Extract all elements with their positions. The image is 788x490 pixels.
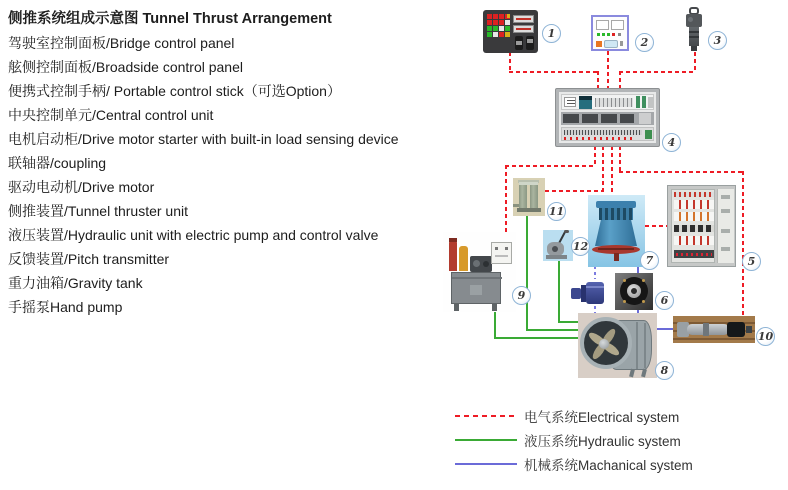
portable-control-stick-photo [684,7,704,53]
list-item: 便携式控制手柄/ Portable control stick（可选Option） [8,83,341,99]
legend-item-mechanical [455,452,693,476]
list-item: 手摇泵Hand pump [8,299,123,315]
bridge-control-panel-photo [483,10,538,53]
drive-motor-starter-photo [667,185,736,267]
badge-5: 5 [742,252,761,271]
badge-10: 10 [756,327,775,346]
hydraulic-line [558,260,560,323]
legend-label: 电气系统Electrical system [524,410,680,425]
electrical-line [545,190,604,192]
electrical-line [619,171,744,173]
panel-display [513,25,534,33]
list-item: 联轴器/coupling [8,155,107,171]
list-item: 液压装置/Hydraulic unit with electric pump and control valve [8,227,379,243]
list-item: 重力油箱/Gravity tank [8,275,143,291]
electrical-line [594,146,596,166]
hydraulic-unit-photo [443,232,516,312]
coupling-photo [615,273,653,310]
electrical-line [505,165,507,232]
electrical-line [509,52,511,72]
electrical-line-swatch [455,415,517,417]
electrical-line [509,71,599,73]
electrical-line [597,71,599,89]
hydraulic-line-swatch [455,439,517,441]
badge-2: 2 [635,33,654,52]
cabinet-door [717,189,734,263]
legend [455,404,693,476]
badge-11: 11 [547,202,566,221]
electrical-line [619,71,621,89]
hydraulic-line [558,321,579,323]
badge-12: 12 [571,237,590,256]
badge-1: 1 [542,24,561,43]
badge-4: 4 [662,133,681,152]
broadside-control-panel-photo [591,15,629,51]
list-item: 驾驶室控制面板/Bridge control panel [8,35,235,51]
tunnel-thruster-photo [578,313,657,378]
page-title: 侧推系统组成示意图 Tunnel Thrust Arrangement [8,11,332,27]
gravity-tank-photo [513,178,545,216]
electrical-line [505,165,596,167]
legend-label: 机械系统Machanical system [524,458,693,473]
list-item: 驱动电动机/Drive motor [8,179,155,195]
electrical-line [619,71,696,73]
electrical-line [742,171,744,317]
electrical-line [602,146,604,191]
list-item: 电机启动柜/Drive motor starter with built-in load sensing device [8,131,399,147]
control-box [491,242,512,264]
central-control-unit-photo [555,88,660,147]
badge-8: 8 [655,361,674,380]
legend-item-hydraulic [455,428,693,452]
drive-shaft-photo [571,278,607,307]
drive-motor-photo [588,195,645,267]
legend-item-electrical [455,404,693,428]
hand-pump-photo [543,230,573,261]
badge-3: 3 [708,31,727,50]
badge-6: 6 [655,291,674,310]
list-item: 侧推装置/Tunnel thruster unit [8,203,188,219]
plc-module [579,96,592,109]
hydraulic-line [526,215,528,331]
hydraulic-line [494,337,579,339]
hydraulic-line [526,329,579,331]
electrical-line [607,51,609,89]
list-item: 反馈装置/Pitch transmitter [8,251,170,267]
control-lever [515,36,523,50]
panel-display [513,15,534,23]
badge-9: 9 [512,286,531,305]
badge-7: 7 [640,251,659,270]
list-item: 中央控制单元/Central control unit [8,107,214,123]
electrical-line [694,52,696,72]
list-item: 舷侧控制面板/Broadside control panel [8,59,243,75]
legend-label: 液压系统Hydraulic system [524,434,681,449]
pitch-transmitter-photo [673,316,755,343]
electrical-line [619,146,621,172]
electrical-line [645,225,668,227]
control-lever [526,36,534,50]
electrical-line [611,146,613,196]
component-list [8,7,478,319]
mechanical-line-swatch [455,463,517,465]
